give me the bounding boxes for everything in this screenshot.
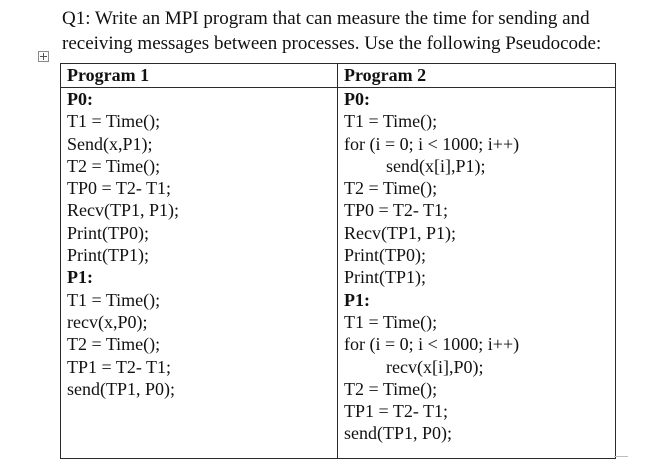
code-line: T2 = Time(); [67, 155, 161, 176]
program-1-header: Program 1 [61, 64, 338, 88]
code-line: Print(TP1); [344, 267, 427, 288]
code-line: recv(x,P0); [67, 311, 148, 332]
code-line: send(TP1, P0); [67, 378, 175, 399]
code-line: recv(x[i],P0); [386, 356, 484, 377]
code-line: send(TP1, P0); [344, 423, 452, 444]
code-line: Recv(TP1, P1); [67, 200, 179, 221]
code-line: TP1 = T2- T1; [67, 356, 171, 377]
process-label: P0: [67, 89, 93, 109]
table-body-row [61, 88, 616, 459]
code-line: Print(TP1); [67, 245, 150, 266]
process-label: P1: [344, 289, 370, 310]
program-1-code-cell [61, 88, 338, 459]
code-line: Print(TP0); [67, 222, 150, 243]
code-line: send(x[i],P1); [386, 155, 486, 176]
question-text: Q1: Write an MPI program that can measure the time for sending and receiving messages between processes. Use the following Pseudocode: [62, 8, 602, 54]
process-label: P0: [344, 89, 370, 109]
process-label: P1: [67, 267, 93, 288]
pseudocode-table [60, 63, 616, 459]
code-line: for (i = 0; i < 1000; i++) [344, 334, 520, 355]
code-line: T1 = Time(); [344, 311, 438, 332]
code-line: T2 = Time(); [67, 334, 161, 355]
code-line: TP0 = T2- T1; [344, 200, 448, 221]
code-line: Send(x,P1); [67, 133, 153, 154]
table-header-row [61, 64, 616, 88]
code-line: Recv(TP1, P1); [344, 222, 456, 243]
code-line: T2 = Time(); [344, 378, 438, 399]
code-line: TP0 = T2- T1; [67, 178, 171, 199]
move-cross-icon[interactable] [38, 51, 49, 62]
code-line: T1 = Time(); [67, 111, 161, 132]
code-line: for (i = 0; i < 1000; i++) [344, 133, 520, 154]
code-line: Print(TP0); [344, 245, 427, 266]
table-edge-line [614, 456, 628, 457]
code-line: TP1 = T2- T1; [344, 401, 448, 422]
code-line: T2 = Time(); [344, 178, 438, 199]
program-2-header: Program 2 [338, 64, 616, 88]
code-line: T1 = Time(); [344, 111, 438, 132]
code-line: T1 = Time(); [67, 289, 161, 310]
program-2-code-cell [338, 88, 616, 459]
